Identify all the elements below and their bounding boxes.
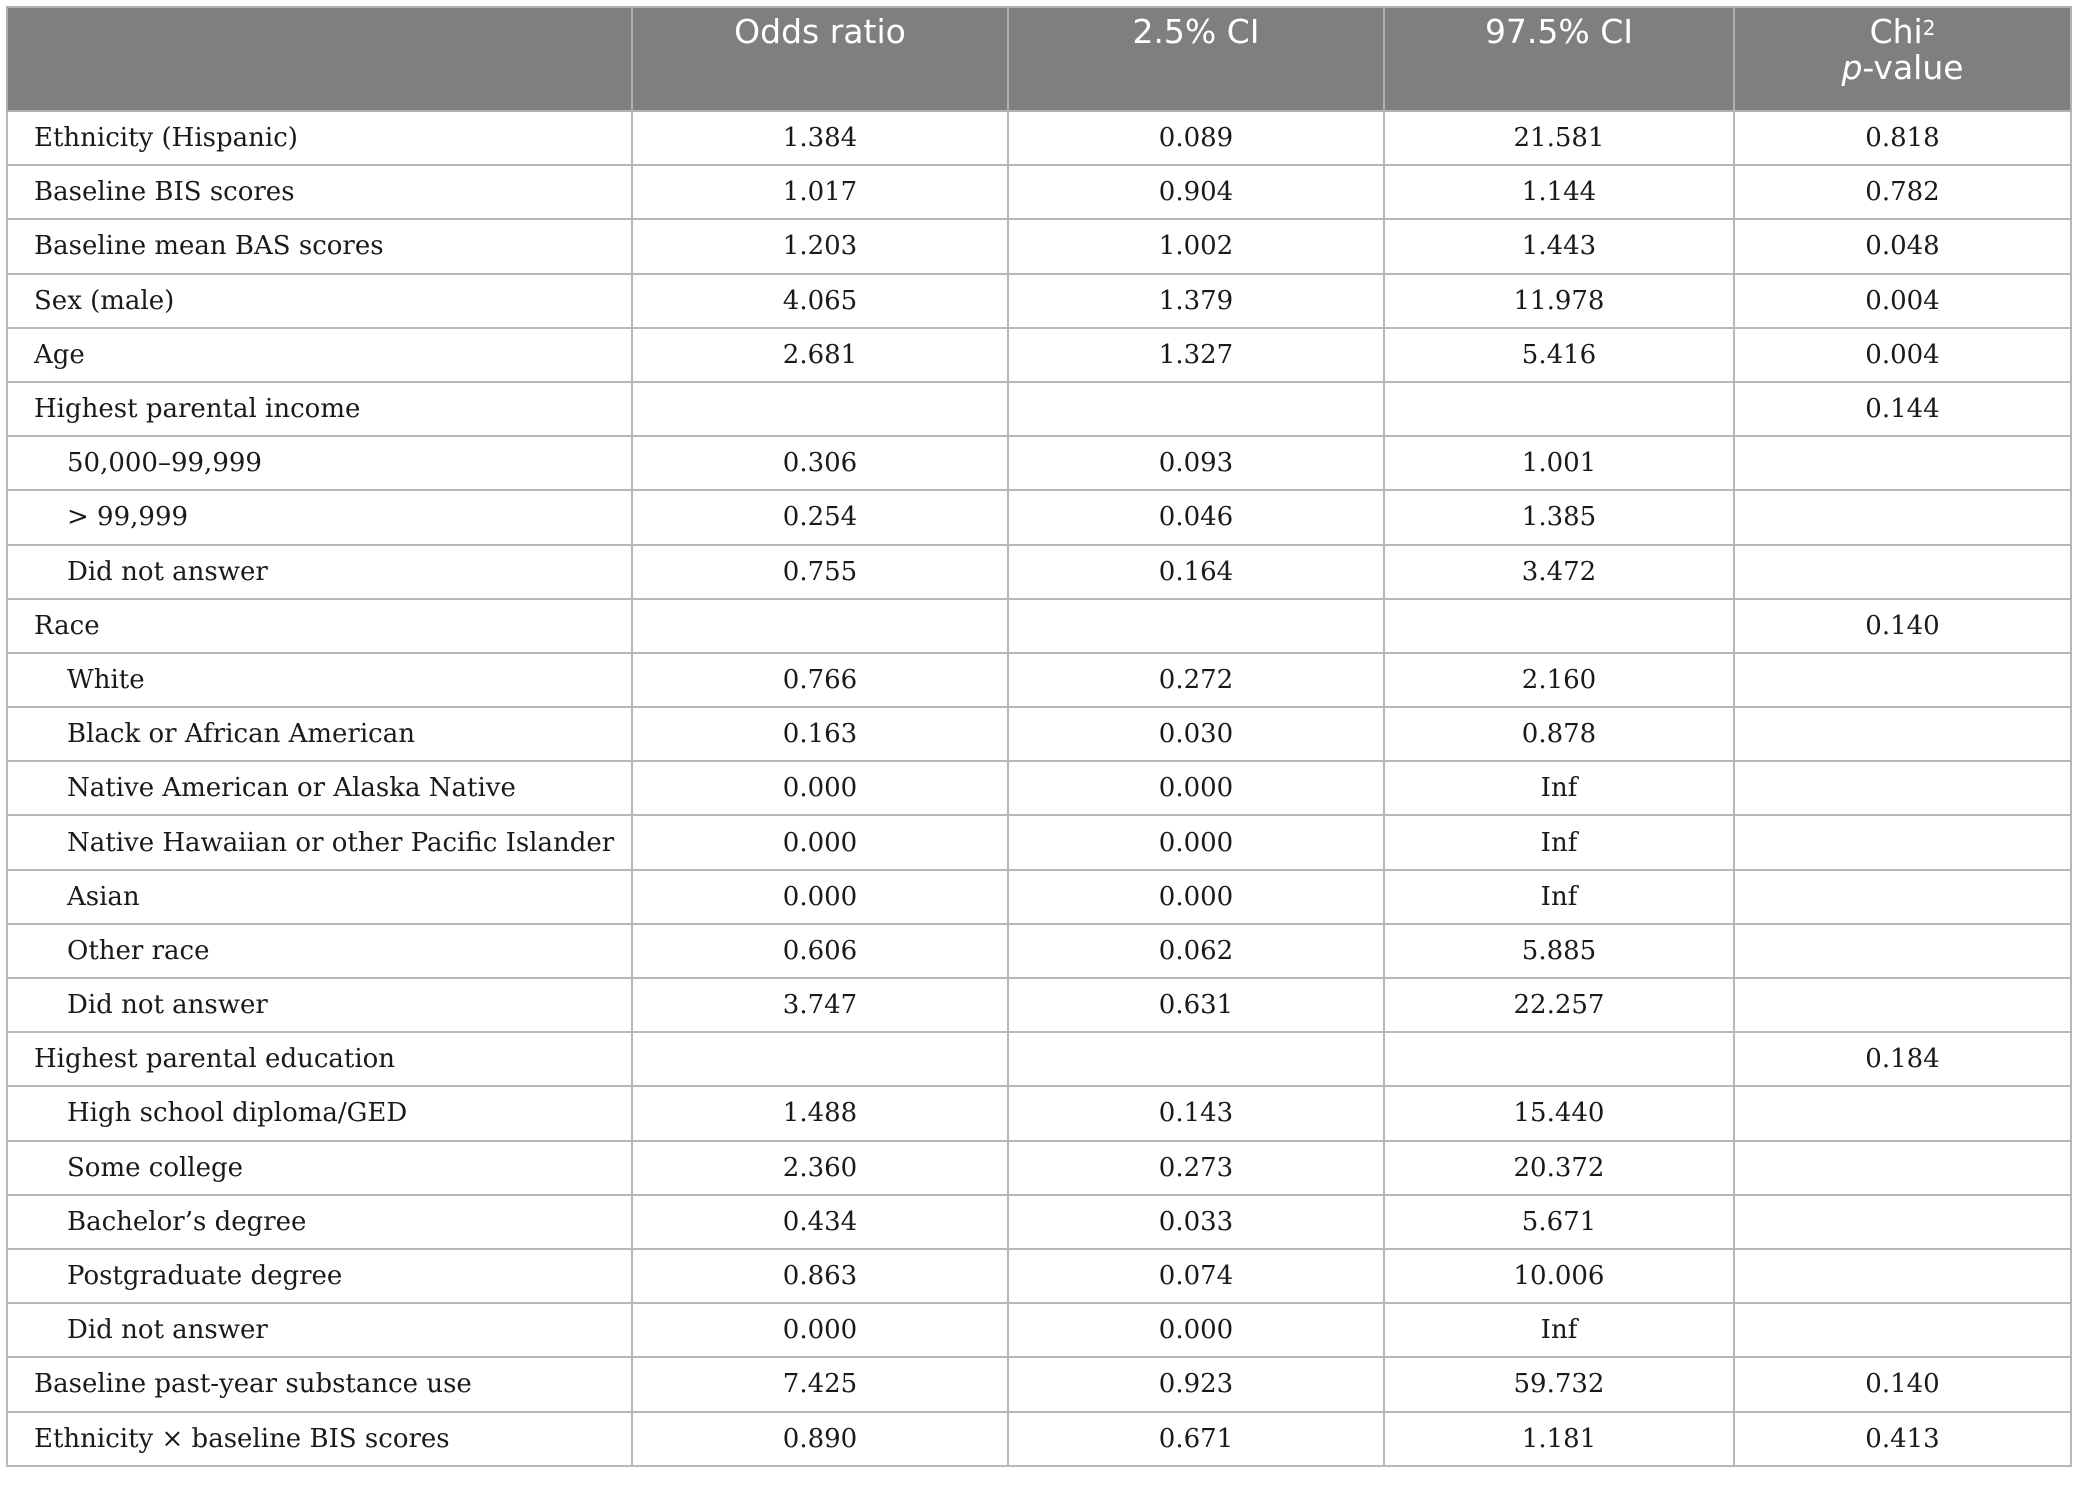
cell-chi2-pvalue bbox=[1734, 924, 2071, 978]
header-odds-ratio: Odds ratio bbox=[632, 7, 1008, 111]
cell-odds-ratio: 0.755 bbox=[632, 545, 1008, 599]
cell-chi2-pvalue: 0.782 bbox=[1734, 165, 2071, 219]
cell-ci-lower: 0.030 bbox=[1008, 707, 1384, 761]
cell-chi2-pvalue bbox=[1734, 815, 2071, 869]
table-row bbox=[7, 761, 2071, 815]
cell-ci-lower: 0.093 bbox=[1008, 436, 1384, 490]
cell-ci-upper: Inf bbox=[1384, 815, 1734, 869]
header-pvalue-rest: -value bbox=[1862, 48, 1964, 87]
cell-chi2-pvalue bbox=[1734, 978, 2071, 1032]
cell-chi2-pvalue bbox=[1734, 436, 2071, 490]
header-chi-superscript: 2 bbox=[1922, 16, 1936, 40]
header-ci-upper: 97.5% CI bbox=[1384, 7, 1734, 111]
cell-ci-upper: 0.878 bbox=[1384, 707, 1734, 761]
cell-odds-ratio: 1.384 bbox=[632, 111, 1008, 165]
cell-chi2-pvalue bbox=[1734, 653, 2071, 707]
cell-variable-label: Some college bbox=[7, 1141, 632, 1195]
cell-ci-upper: Inf bbox=[1384, 1303, 1734, 1357]
cell-variable-label: White bbox=[7, 653, 632, 707]
cell-odds-ratio: 4.065 bbox=[632, 274, 1008, 328]
cell-chi2-pvalue: 0.818 bbox=[1734, 111, 2071, 165]
cell-ci-upper: 5.416 bbox=[1384, 328, 1734, 382]
cell-chi2-pvalue bbox=[1734, 761, 2071, 815]
header-chi2-pvalue bbox=[1734, 7, 2071, 111]
cell-odds-ratio: 2.681 bbox=[632, 328, 1008, 382]
cell-ci-upper: 20.372 bbox=[1384, 1141, 1734, 1195]
cell-ci-lower: 0.143 bbox=[1008, 1086, 1384, 1140]
cell-chi2-pvalue bbox=[1734, 545, 2071, 599]
header-chi-text: Chi bbox=[1869, 12, 1923, 51]
cell-ci-lower: 0.273 bbox=[1008, 1141, 1384, 1195]
cell-odds-ratio: 0.306 bbox=[632, 436, 1008, 490]
cell-ci-upper: 1.181 bbox=[1384, 1412, 1734, 1466]
cell-ci-lower: 0.000 bbox=[1008, 761, 1384, 815]
cell-ci-lower: 1.379 bbox=[1008, 274, 1384, 328]
table-row bbox=[7, 490, 2071, 544]
header-pvalue-label bbox=[1841, 48, 1963, 87]
table-row bbox=[7, 978, 2071, 1032]
cell-variable-label: Bachelor’s degree bbox=[7, 1195, 632, 1249]
cell-ci-upper: 2.160 bbox=[1384, 653, 1734, 707]
table-row bbox=[7, 707, 2071, 761]
cell-odds-ratio: 0.890 bbox=[632, 1412, 1008, 1466]
cell-variable-label: Native Hawaiian or other Pacific Islander bbox=[7, 815, 632, 869]
cell-ci-lower bbox=[1008, 382, 1384, 436]
cell-ci-upper: 10.006 bbox=[1384, 1249, 1734, 1303]
cell-chi2-pvalue bbox=[1734, 870, 2071, 924]
cell-ci-upper: 15.440 bbox=[1384, 1086, 1734, 1140]
cell-chi2-pvalue bbox=[1734, 707, 2071, 761]
cell-ci-upper: 59.732 bbox=[1384, 1357, 1734, 1411]
cell-chi2-pvalue: 0.004 bbox=[1734, 328, 2071, 382]
cell-ci-upper: 1.144 bbox=[1384, 165, 1734, 219]
table-row bbox=[7, 653, 2071, 707]
table-header bbox=[7, 7, 2071, 111]
cell-chi2-pvalue: 0.144 bbox=[1734, 382, 2071, 436]
cell-odds-ratio: 1.017 bbox=[632, 165, 1008, 219]
cell-variable-label: Baseline past-year substance use bbox=[7, 1357, 632, 1411]
table-row bbox=[7, 219, 2071, 273]
cell-ci-lower: 1.002 bbox=[1008, 219, 1384, 273]
cell-ci-lower: 0.046 bbox=[1008, 490, 1384, 544]
cell-variable-label: Age bbox=[7, 328, 632, 382]
cell-chi2-pvalue bbox=[1734, 1141, 2071, 1195]
cell-variable-label: Did not answer bbox=[7, 978, 632, 1032]
cell-chi2-pvalue bbox=[1734, 1249, 2071, 1303]
cell-ci-lower: 0.164 bbox=[1008, 545, 1384, 599]
cell-chi2-pvalue: 0.048 bbox=[1734, 219, 2071, 273]
cell-variable-label: Other race bbox=[7, 924, 632, 978]
cell-odds-ratio bbox=[632, 599, 1008, 653]
cell-ci-upper: 1.385 bbox=[1384, 490, 1734, 544]
cell-ci-upper: 3.472 bbox=[1384, 545, 1734, 599]
table-row bbox=[7, 111, 2071, 165]
cell-variable-label: Sex (male) bbox=[7, 274, 632, 328]
table-row bbox=[7, 1303, 2071, 1357]
cell-variable-label: Baseline BIS scores bbox=[7, 165, 632, 219]
cell-odds-ratio: 0.434 bbox=[632, 1195, 1008, 1249]
cell-ci-lower: 0.923 bbox=[1008, 1357, 1384, 1411]
cell-variable-label: Did not answer bbox=[7, 545, 632, 599]
cell-variable-label: Race bbox=[7, 599, 632, 653]
cell-odds-ratio bbox=[632, 1032, 1008, 1086]
cell-odds-ratio: 0.163 bbox=[632, 707, 1008, 761]
cell-odds-ratio: 0.000 bbox=[632, 870, 1008, 924]
table-row bbox=[7, 328, 2071, 382]
cell-odds-ratio: 0.000 bbox=[632, 761, 1008, 815]
cell-variable-label: > 99,999 bbox=[7, 490, 632, 544]
cell-ci-upper: 1.001 bbox=[1384, 436, 1734, 490]
cell-ci-lower: 0.033 bbox=[1008, 1195, 1384, 1249]
table-row bbox=[7, 1195, 2071, 1249]
cell-odds-ratio: 1.488 bbox=[632, 1086, 1008, 1140]
cell-ci-upper: 5.885 bbox=[1384, 924, 1734, 978]
header-row bbox=[7, 7, 2071, 111]
cell-variable-label: Native American or Alaska Native bbox=[7, 761, 632, 815]
table-row bbox=[7, 870, 2071, 924]
cell-variable-label: Black or African American bbox=[7, 707, 632, 761]
header-p-italic: p bbox=[1841, 48, 1863, 87]
header-ci-lower: 2.5% CI bbox=[1008, 7, 1384, 111]
cell-ci-upper: 1.443 bbox=[1384, 219, 1734, 273]
table-body bbox=[7, 111, 2071, 1466]
cell-variable-label: Ethnicity (Hispanic) bbox=[7, 111, 632, 165]
cell-odds-ratio: 3.747 bbox=[632, 978, 1008, 1032]
cell-ci-lower: 0.062 bbox=[1008, 924, 1384, 978]
cell-variable-label: Did not answer bbox=[7, 1303, 632, 1357]
cell-ci-upper bbox=[1384, 1032, 1734, 1086]
cell-ci-lower: 0.272 bbox=[1008, 653, 1384, 707]
cell-variable-label: Highest parental income bbox=[7, 382, 632, 436]
cell-ci-upper bbox=[1384, 599, 1734, 653]
cell-chi2-pvalue: 0.004 bbox=[1734, 274, 2071, 328]
table-row bbox=[7, 1141, 2071, 1195]
cell-ci-upper: 11.978 bbox=[1384, 274, 1734, 328]
table-row bbox=[7, 1412, 2071, 1466]
cell-ci-lower: 0.631 bbox=[1008, 978, 1384, 1032]
cell-ci-upper: Inf bbox=[1384, 870, 1734, 924]
cell-odds-ratio: 0.766 bbox=[632, 653, 1008, 707]
cell-chi2-pvalue bbox=[1734, 1086, 2071, 1140]
cell-variable-label: Ethnicity × baseline BIS scores bbox=[7, 1412, 632, 1466]
cell-variable-label: Baseline mean BAS scores bbox=[7, 219, 632, 273]
table-row bbox=[7, 815, 2071, 869]
cell-odds-ratio: 0.000 bbox=[632, 815, 1008, 869]
cell-ci-upper: 22.257 bbox=[1384, 978, 1734, 1032]
cell-ci-upper: Inf bbox=[1384, 761, 1734, 815]
cell-variable-label: Postgraduate degree bbox=[7, 1249, 632, 1303]
cell-odds-ratio: 7.425 bbox=[632, 1357, 1008, 1411]
cell-odds-ratio: 2.360 bbox=[632, 1141, 1008, 1195]
table-row bbox=[7, 436, 2071, 490]
table-row bbox=[7, 1249, 2071, 1303]
table-row bbox=[7, 545, 2071, 599]
cell-chi2-pvalue: 0.413 bbox=[1734, 1412, 2071, 1466]
results-table-container bbox=[6, 6, 2070, 1467]
table-row bbox=[7, 1086, 2071, 1140]
table-row bbox=[7, 924, 2071, 978]
cell-ci-upper: 5.671 bbox=[1384, 1195, 1734, 1249]
cell-odds-ratio bbox=[632, 382, 1008, 436]
cell-ci-lower: 1.327 bbox=[1008, 328, 1384, 382]
cell-ci-lower bbox=[1008, 599, 1384, 653]
cell-chi2-pvalue: 0.184 bbox=[1734, 1032, 2071, 1086]
cell-variable-label: High school diploma/GED bbox=[7, 1086, 632, 1140]
table-row bbox=[7, 382, 2071, 436]
table-row bbox=[7, 599, 2071, 653]
cell-ci-lower: 0.000 bbox=[1008, 870, 1384, 924]
table-row bbox=[7, 1032, 2071, 1086]
cell-ci-lower bbox=[1008, 1032, 1384, 1086]
cell-ci-lower: 0.000 bbox=[1008, 815, 1384, 869]
cell-variable-label: Asian bbox=[7, 870, 632, 924]
cell-chi2-pvalue bbox=[1734, 1303, 2071, 1357]
cell-ci-lower: 0.074 bbox=[1008, 1249, 1384, 1303]
cell-chi2-pvalue bbox=[1734, 1195, 2071, 1249]
cell-ci-lower: 0.089 bbox=[1008, 111, 1384, 165]
cell-variable-label: Highest parental education bbox=[7, 1032, 632, 1086]
cell-ci-upper: 21.581 bbox=[1384, 111, 1734, 165]
cell-chi2-pvalue: 0.140 bbox=[1734, 1357, 2071, 1411]
cell-chi2-pvalue bbox=[1734, 490, 2071, 544]
cell-ci-upper bbox=[1384, 382, 1734, 436]
cell-odds-ratio: 0.000 bbox=[632, 1303, 1008, 1357]
cell-ci-lower: 0.671 bbox=[1008, 1412, 1384, 1466]
odds-ratio-table bbox=[6, 6, 2072, 1467]
cell-odds-ratio: 0.863 bbox=[632, 1249, 1008, 1303]
table-row bbox=[7, 165, 2071, 219]
cell-odds-ratio: 1.203 bbox=[632, 219, 1008, 273]
cell-odds-ratio: 0.606 bbox=[632, 924, 1008, 978]
cell-variable-label: 50,000–99,999 bbox=[7, 436, 632, 490]
table-row bbox=[7, 1357, 2071, 1411]
cell-ci-lower: 0.904 bbox=[1008, 165, 1384, 219]
header-variable bbox=[7, 7, 632, 111]
table-row bbox=[7, 274, 2071, 328]
cell-odds-ratio: 0.254 bbox=[632, 490, 1008, 544]
cell-ci-lower: 0.000 bbox=[1008, 1303, 1384, 1357]
cell-chi2-pvalue: 0.140 bbox=[1734, 599, 2071, 653]
